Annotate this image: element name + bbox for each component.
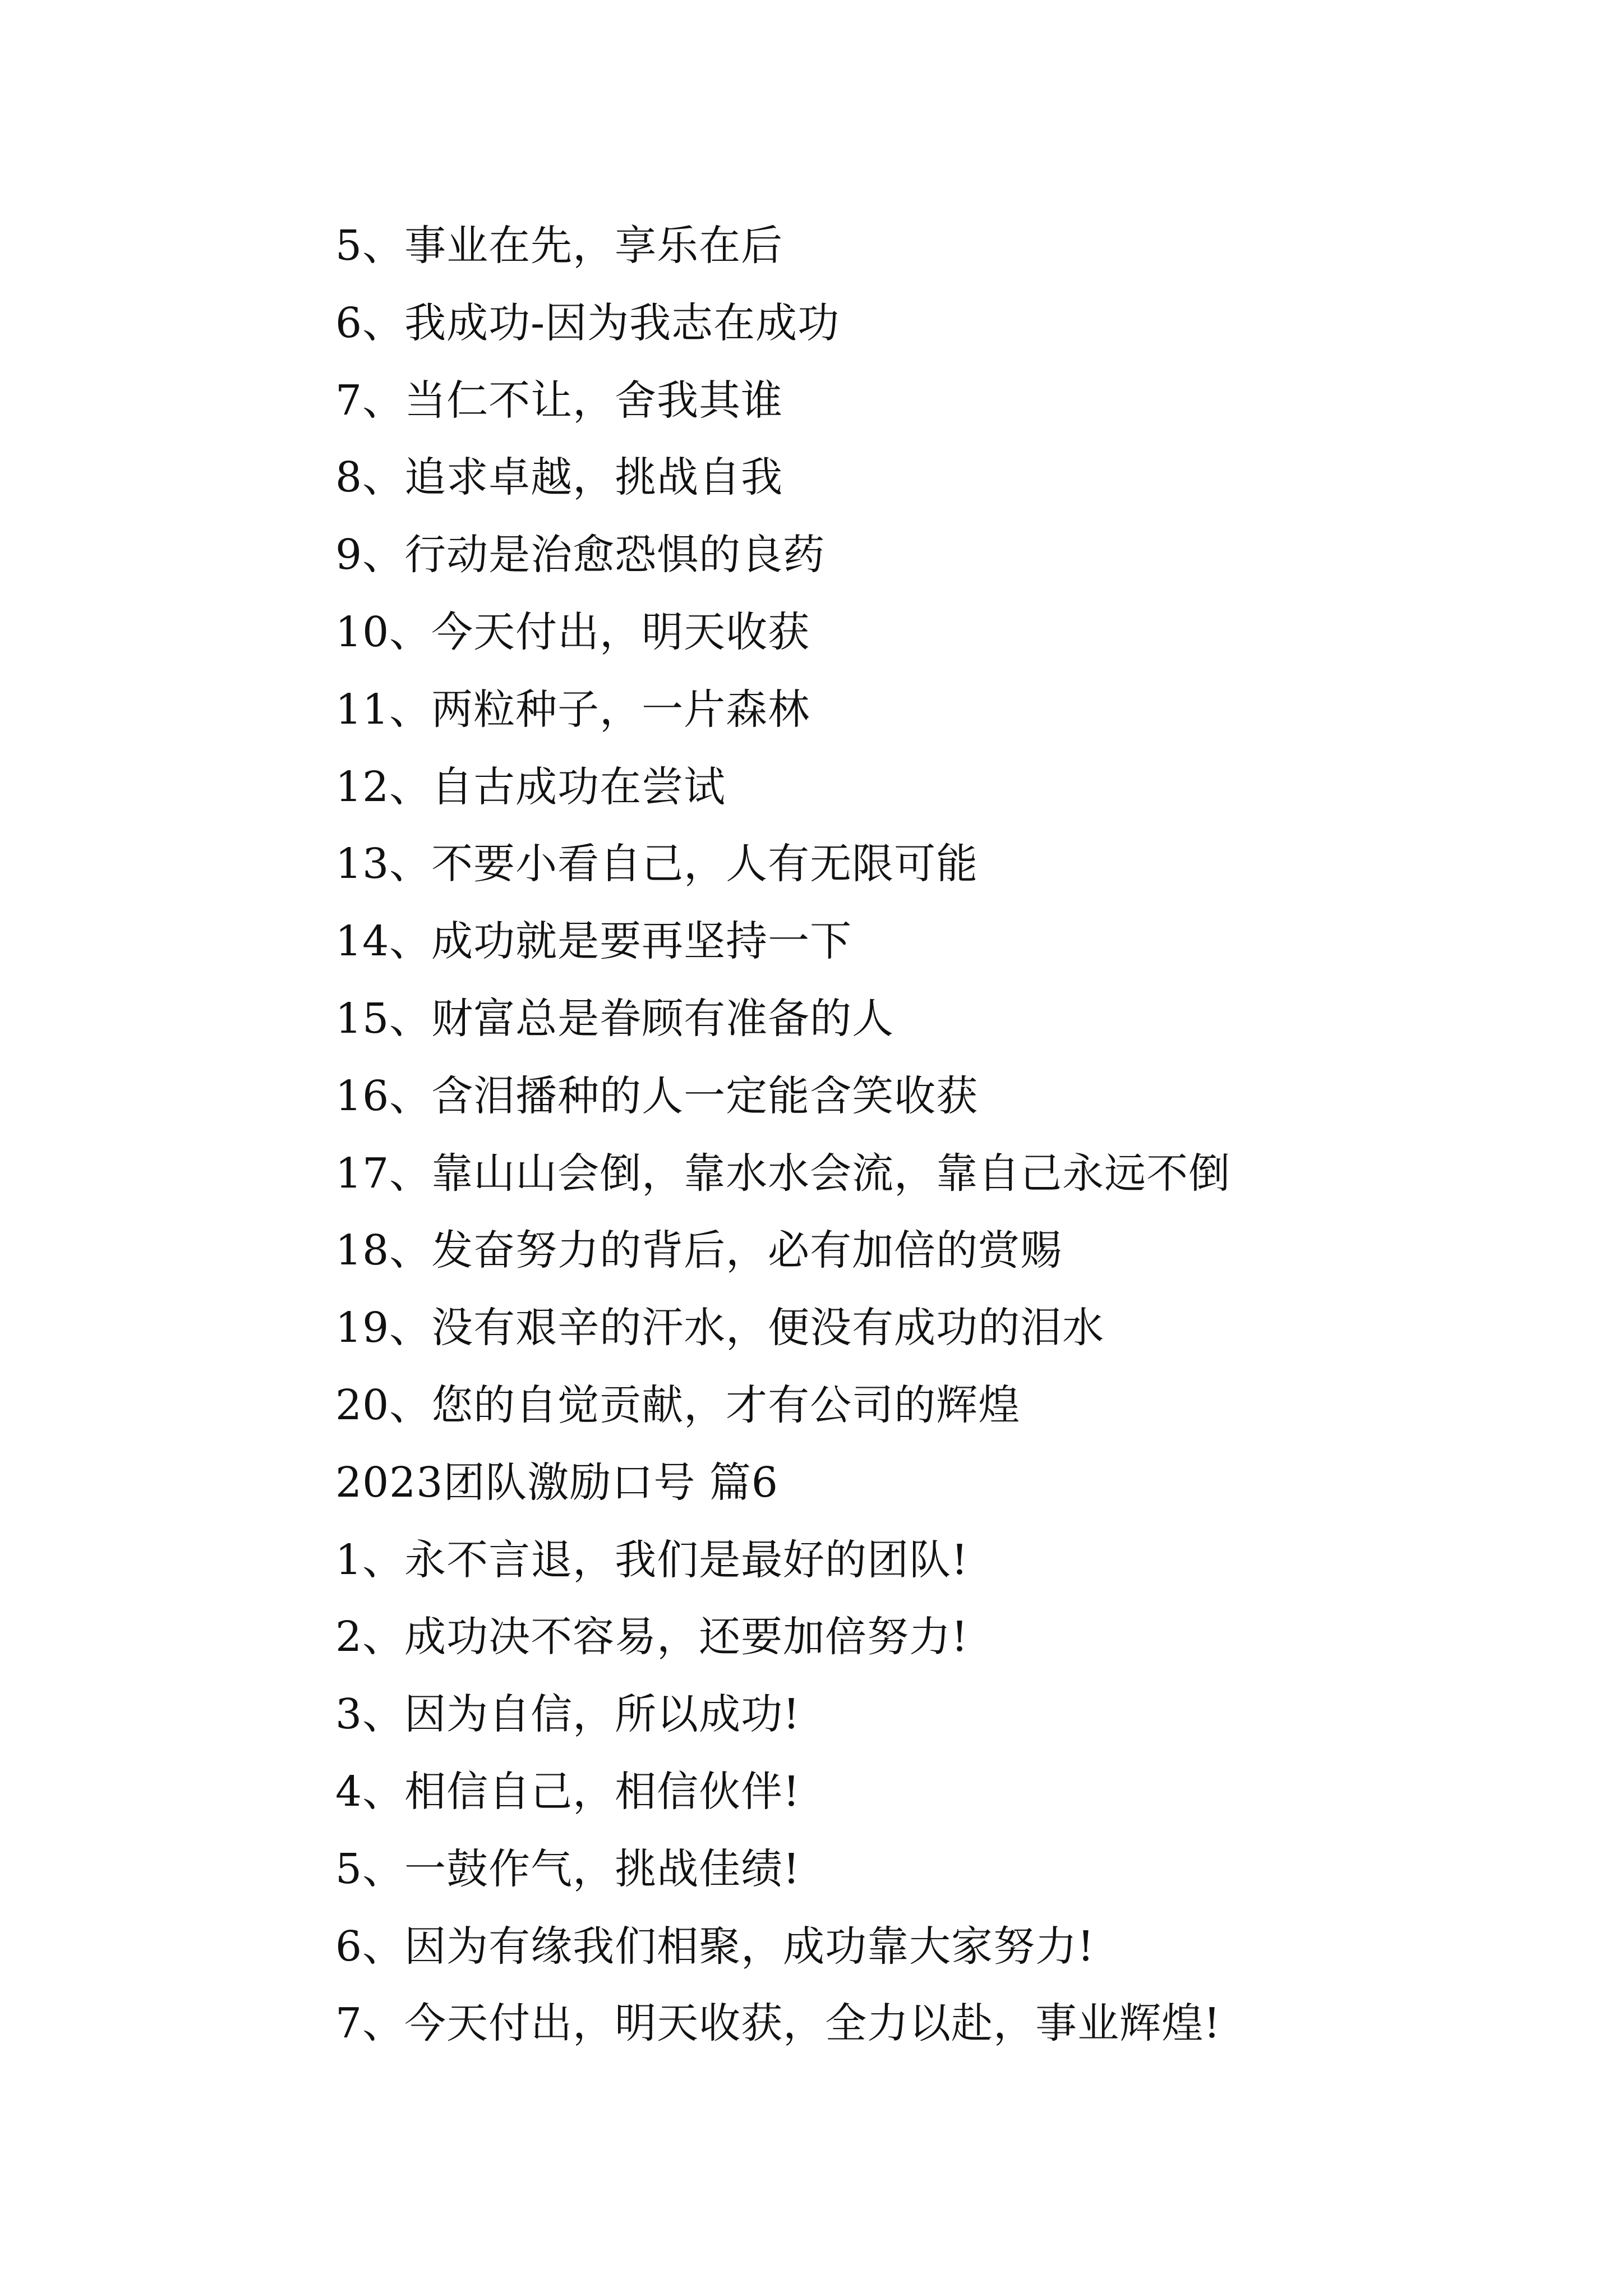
text-line: 14、成功就是要再坚持一下 <box>335 917 852 966</box>
text-line: 4、相信自己，相信伙伴! <box>335 1767 800 1816</box>
text-line: 9、行动是治愈恐惧的良药 <box>335 531 826 579</box>
text-line: 6、因为有缘我们相聚，成功靠大家努力! <box>335 1922 1095 1971</box>
text-line: 5、事业在先，享乐在后 <box>335 222 783 270</box>
text-line: 16、含泪播种的人一定能含笑收获 <box>335 1071 979 1120</box>
text-line: 3、因为自信，所以成功! <box>335 1690 800 1739</box>
text-line: 20、您的自觉贡献，才有公司的辉煌 <box>335 1381 1021 1429</box>
text-line: 18、发奋努力的背后，必有加倍的赏赐 <box>335 1226 1063 1275</box>
document-body <box>335 208 1457 2063</box>
text-line: 15、财富总是眷顾有准备的人 <box>335 994 895 1043</box>
text-line: 1、永不言退，我们是最好的团队! <box>335 1535 969 1584</box>
text-line: 10、今天付出，明天收获 <box>335 608 810 656</box>
text-line: 19、没有艰辛的汗水，便没有成功的泪水 <box>335 1304 1105 1352</box>
text-line: 8、追求卓越，挑战自我 <box>335 453 783 502</box>
text-line: 13、不要小看自己，人有无限可能 <box>335 840 979 889</box>
text-line: 2、成功决不容易，还要加倍努力! <box>335 1613 969 1662</box>
text-line: 7、当仁不让，舍我其谁 <box>335 376 783 425</box>
text-line: 6、我成功-因为我志在成功 <box>335 298 840 347</box>
text-line: 12、自古成功在尝试 <box>335 762 726 811</box>
text-line: 11、两粒种子，一片森林 <box>335 685 810 734</box>
text-line: 7、今天付出，明天收获，全力以赴，事业辉煌! <box>335 1999 1221 2048</box>
section-heading: 2023团队激励口号 篇6 <box>335 1458 778 1507</box>
text-line: 5、一鼓作气，挑战佳绩! <box>335 1844 800 1893</box>
text-line: 17、靠山山会倒，靠水水会流，靠自己永远不倒 <box>335 1149 1231 1198</box>
